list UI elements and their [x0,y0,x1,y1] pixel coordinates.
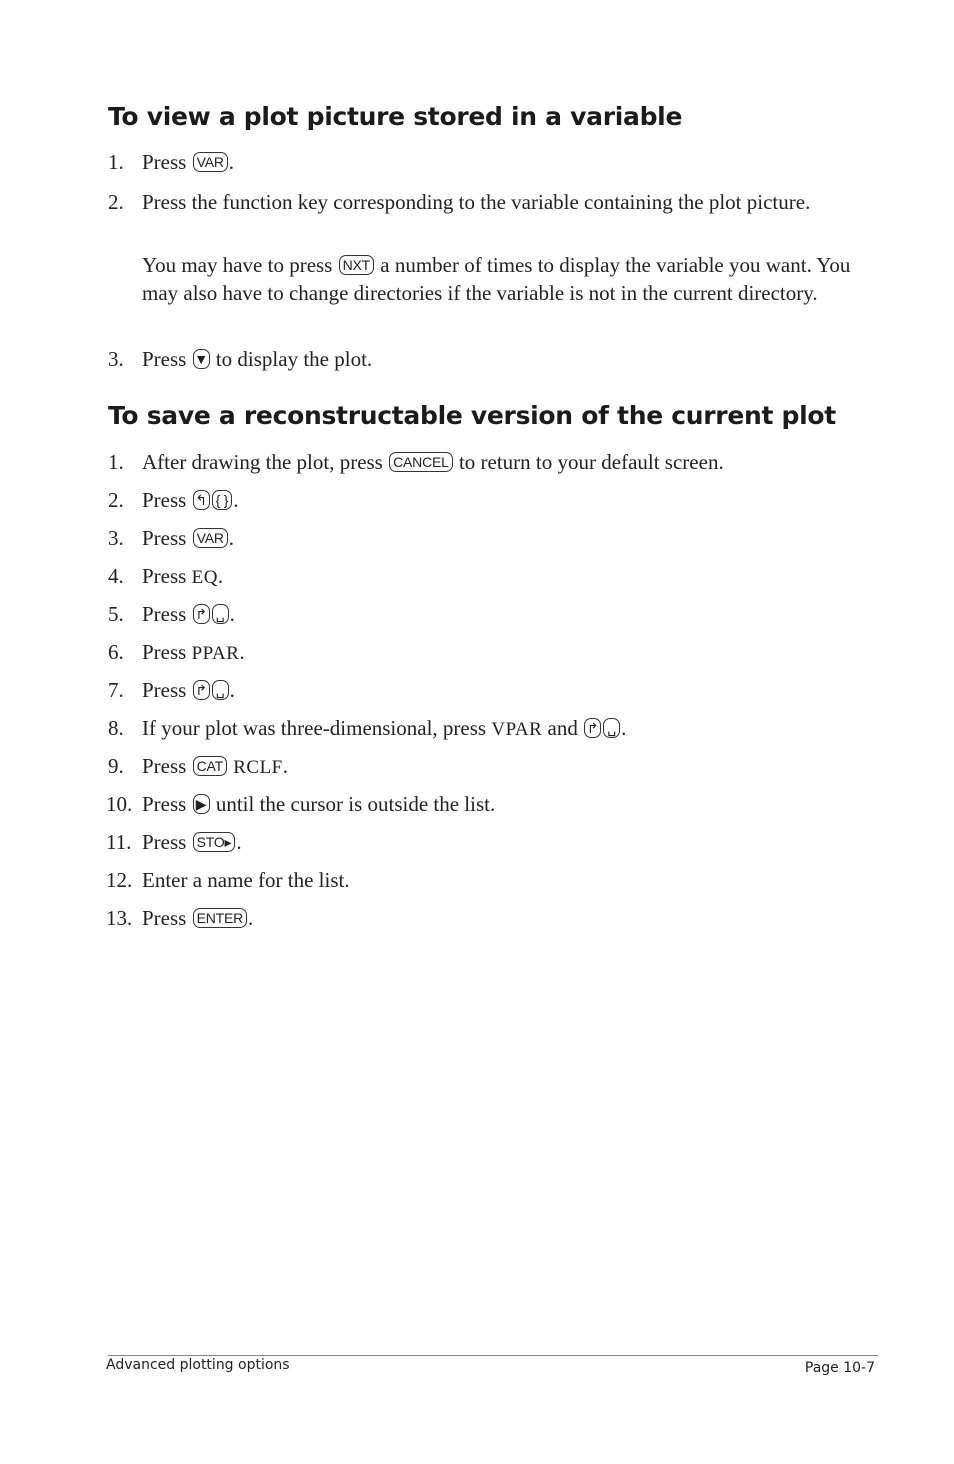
comma-space-key-icon: ␣ [212,604,229,624]
comma-space-key-icon: ␣ [603,718,620,738]
right-arrow-key-icon: ▶ [193,794,210,814]
ppar-softkey: PPAR [191,643,240,664]
var-key-icon: VAR [193,528,228,548]
page-number: Page 10-7 [804,1360,875,1376]
sto-key-icon: STO▸ [193,832,236,852]
down-arrow-key-icon: ▼ [194,351,208,367]
var-key-icon: VAR [193,152,228,172]
step-note: You may have to press NXT a number of times to display the variable you want. You may also have to change directories if the variable is not in the current directory. [142,253,851,305]
manual-page: To view a plot picture stored in a variable 1. Press VAR . 2. Press the function key corresponding to the variable containing the plot picture. You may have to press NXT a number of times to display the variable you want. You may also have to change directories if the variable is not in the current directory. 3. Press ▼ to display the plot. To save a reconstructable version of the current plot 1. After drawing the plot, press CANCEL to return to your default screen. 2. Press ↰ { } . 3. Press VAR . 4. Press EQ. 5. Press ↱ ␣ . 6. Press PPAR. 7. Press ↱ ␣ . 8. If your plot was three-dimensional, press VPAR and ↱ ␣ . 9. Press CAT RCLF. 10. Press ▶ until the cursor is outside the list. 11. Press STO▸ . 12. Enter a name for the list. 13. Press ENTER . Advanced plotting options Page 10-7 [0,0,954,1464]
enter-key-icon: ENTER [193,908,247,928]
cat-key-icon: CAT [193,756,227,776]
eq-softkey: EQ [191,567,218,588]
right-shift-key-icon: ↱ [193,680,210,700]
footer-divider [108,1355,878,1356]
section-heading-view-plot: To view a plot picture stored in a variable [108,102,683,131]
vpar-softkey: VPAR [491,719,543,740]
rclf-softkey: RCLF [233,757,283,778]
cancel-key-icon: CANCEL [389,452,453,472]
comma-space-key-icon: ␣ [212,680,229,700]
right-shift-key-icon: ↱ [584,718,601,738]
section-heading-save-plot: To save a reconstructable version of the current plot [108,401,836,430]
nxt-key-icon: NXT [339,255,374,275]
left-shift-key-icon: ↰ [193,490,210,510]
footer-section-title: Advanced plotting options [106,1357,290,1373]
braces-key-icon: { } [212,490,233,510]
right-shift-key-icon: ↱ [193,604,210,624]
